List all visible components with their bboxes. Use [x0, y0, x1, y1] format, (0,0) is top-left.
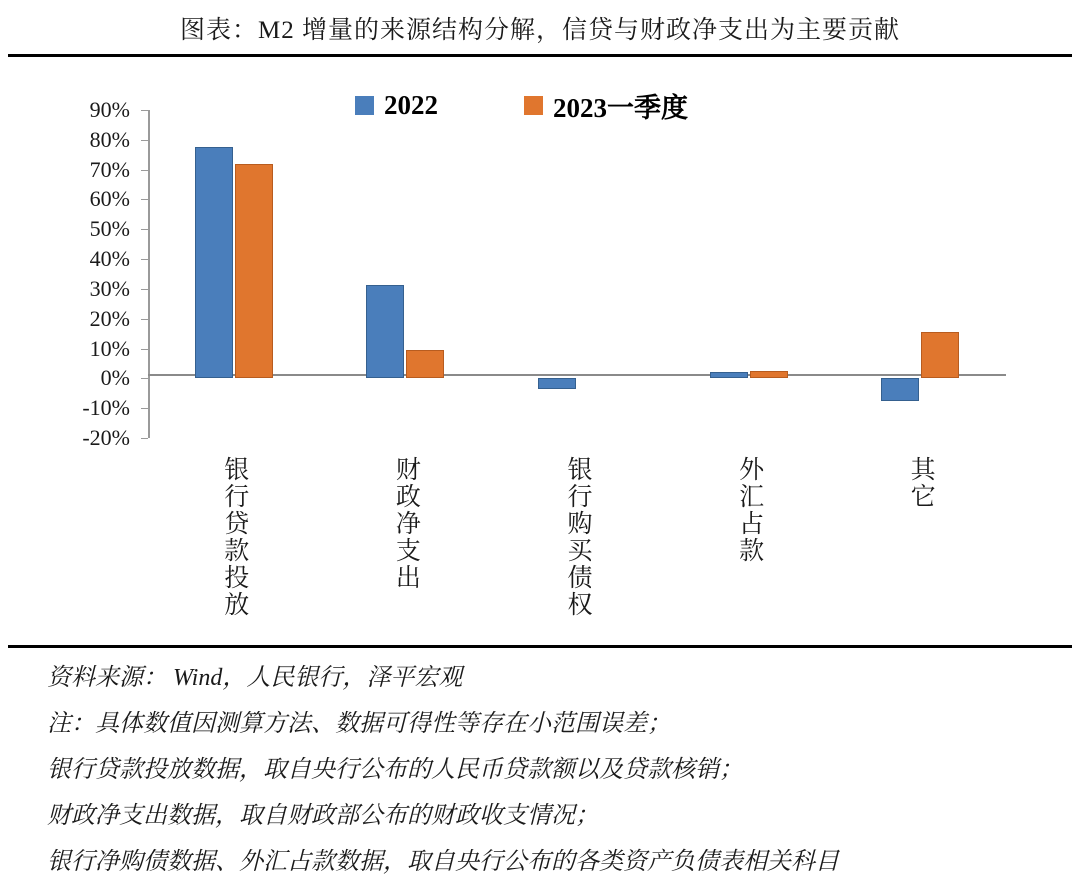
y-tick-label: 50% — [89, 216, 130, 242]
y-tick — [89, 335, 148, 361]
bar-fill — [921, 332, 959, 378]
bar-pair — [148, 110, 320, 438]
bar-fill — [235, 164, 273, 378]
bar-group — [320, 110, 492, 438]
y-tick — [89, 216, 148, 242]
category-label-text: 银行购买债权 — [563, 456, 591, 618]
y-tick — [89, 246, 148, 272]
bar-pair — [320, 110, 492, 438]
legend-label-2022: 2022 — [384, 90, 438, 120]
y-tick-label: -10% — [82, 395, 130, 421]
y-tick-label: 70% — [89, 156, 130, 182]
bar-fill — [538, 378, 576, 388]
bar-fill — [881, 378, 919, 400]
y-tick-label: 80% — [89, 126, 130, 152]
y-tick-label: 30% — [89, 275, 130, 301]
y-tick — [82, 395, 148, 421]
chart-notes — [47, 655, 1057, 885]
category-label-text: 银行贷款投放 — [220, 456, 248, 618]
bar-pair — [834, 110, 1006, 438]
category-labels — [148, 456, 1006, 646]
bar-group — [663, 110, 835, 438]
y-tick-label: 0% — [100, 365, 130, 391]
category-label — [320, 456, 492, 646]
page-title: 图表：M2 增量的来源结构分解，信贷与财政净支出为主要贡献 — [180, 17, 900, 44]
legend-label-2023q1: 2023一季度 — [553, 93, 688, 123]
y-tick-label: 60% — [89, 186, 130, 212]
y-tick — [89, 97, 148, 122]
y-tick — [89, 305, 148, 331]
bar-fill — [710, 372, 748, 379]
bar-group — [834, 110, 1006, 438]
bar-pair — [491, 110, 663, 438]
category-label — [148, 456, 320, 646]
note-line: 财政净支出数据，取自财政部公布的财政收支情况； — [47, 803, 599, 829]
bar-group — [148, 110, 320, 438]
divider-top — [8, 54, 1072, 57]
note-line: 资料来源： Wind，人民银行，泽平宏观 — [47, 665, 463, 691]
bar-group — [491, 110, 663, 438]
bar-fill — [406, 350, 444, 378]
chart-title-bar — [0, 0, 1080, 56]
chart-area — [0, 58, 1080, 643]
bar-groups — [148, 110, 1006, 438]
bar-fill — [195, 147, 233, 378]
category-label-text: 财政净支出 — [392, 456, 420, 591]
category-label — [491, 456, 663, 646]
category-label-text: 外汇占款 — [735, 456, 763, 564]
y-tick — [89, 275, 148, 301]
category-label-text: 其它 — [907, 456, 935, 510]
y-tick-label: 10% — [89, 335, 130, 361]
category-label — [834, 456, 1006, 646]
y-tick-label: 40% — [89, 246, 130, 272]
y-tick — [89, 186, 148, 212]
y-tick-label: -20% — [82, 425, 130, 450]
bar-pair — [663, 110, 835, 438]
bar-fill — [366, 285, 404, 378]
y-tick — [100, 365, 148, 391]
y-tick — [82, 425, 148, 450]
note-line: 银行净购债数据、外汇占款数据，取自央行公布的各类资产负债表相关科目 — [47, 849, 839, 875]
note-line: 注：具体数值因测算方法、数据可得性等存在小范围误差； — [47, 711, 671, 737]
divider-bottom — [8, 645, 1072, 648]
note-line: 银行贷款投放数据，取自央行公布的人民币贷款额以及贷款核销； — [47, 757, 743, 783]
y-tick — [89, 156, 148, 182]
category-label — [663, 456, 835, 646]
bar-fill — [750, 371, 788, 379]
y-tick — [89, 126, 148, 152]
y-tick-label: 90% — [89, 97, 130, 122]
y-tick-label: 20% — [89, 305, 130, 331]
